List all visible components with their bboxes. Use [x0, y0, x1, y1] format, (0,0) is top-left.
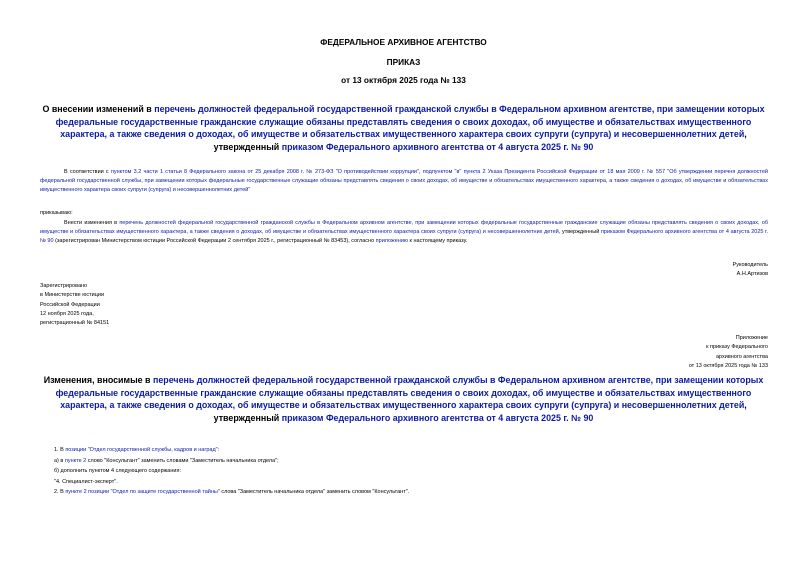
main-text-4: к настоящему приказу.	[408, 238, 468, 244]
presidential-decree-link[interactable]: подпунктом "в" пункта 2 Указа Президента Российской Федерации от 18 мая 2009 г. № 557 "Об утверждении перечня должностей федеральной государственной службы, при замещении которых федеральные государственные служащие обязаны представлять сведения о своих доходах, об имуществе и обязательствах имущественного характера, а также сведения о доходах, об имуществе и обязательствах имущественного характера своих супруги (супруга) и несовершеннолетних детей"	[40, 169, 768, 193]
change-item-1b: б) дополнить пунктом 4 следующего содержания:	[54, 468, 181, 474]
document-type: ПРИКАЗ	[386, 57, 421, 67]
federal-law-link[interactable]: пунктом 3.2 части 1 статьи 8 Федерального закона от 25 декабря 2008 г. № 273-ФЗ "О противодействии коррупции"	[110, 169, 419, 175]
registration-line-1: Зарегистрировано	[40, 283, 88, 289]
preamble-text-2: ,	[418, 169, 423, 175]
main-order-link[interactable]: приказом Федерального архивного агентства от 4 августа 2025 г. № 90	[40, 229, 769, 244]
order-title-order-link[interactable]: приказом Федерального архивного агентства от 4 августа 2025 г. № 90	[281, 141, 594, 152]
order-title-mid: , утвержденный	[213, 129, 747, 152]
appendix-link[interactable]: приложению	[375, 238, 409, 244]
ordered-word: приказываю:	[40, 210, 73, 216]
signature-position: Руководитель	[732, 262, 768, 268]
main-list-link[interactable]: перечень должностей федеральной государственной гражданской службы в Федеральном архивном агентстве, при замещении которых федеральные государственные гражданские служащие обязаны представлять сведения о своих доходах, об имуществе и обязательствах имущественного характера, а также сведения о доходах, об имуществе и обязательствах имущественного характера своих супруги (супруга) и несовершеннолетних детей	[40, 220, 768, 235]
signature-block	[733, 261, 768, 280]
signature-name: А.Н.Артизов	[736, 271, 768, 278]
registration-line-2: в Министерстве юстиции	[40, 292, 105, 299]
appendix-title-prefix: Изменения, вносимые в	[43, 375, 153, 385]
order-title	[40, 103, 767, 153]
change-1-text-2: :	[217, 447, 220, 453]
appendix-ref-line-2: к приказу Федерального	[706, 344, 768, 351]
appendix-title	[40, 374, 767, 424]
change-item-2	[40, 487, 409, 498]
change-2-text-1: 2. В	[54, 489, 66, 495]
main-text-1: Внести изменения в	[64, 220, 120, 226]
change-item-1	[40, 445, 409, 456]
hr-department-link[interactable]: позиции "Отдел государственной службы, кадров и наград"	[65, 447, 218, 453]
main-text-2: , утвержденный	[558, 229, 601, 235]
changes-list	[40, 445, 409, 498]
order-title-prefix: О внесении изменений в	[42, 104, 155, 114]
change-1-text-1: 1. В	[54, 447, 66, 453]
preamble-text-1: В соответствии с	[64, 169, 111, 175]
change-1a-text-2: слово "Консультант" заменить словами "Заместитель начальника отдела";	[86, 457, 279, 464]
main-paragraph	[40, 219, 768, 246]
order-title-list-link[interactable]: перечень должностей федеральной государственной гражданской службы в Федеральном архивном агентстве, при замещении которых федеральные государственные гражданские служащие обязаны представлять сведения о своих доходах, об имуществе и обязательствах имущественного характера, а также сведения о доходах, об имуществе и обязательствах имущественного характера своих супруги (супруга) и несовершеннолетних детей	[55, 104, 765, 140]
registration-line-3: Российской Федерации	[40, 301, 100, 308]
appendix-ref-line-3: архивного агентства	[715, 353, 768, 360]
change-item-1a	[40, 456, 409, 467]
appendix-reference	[689, 334, 768, 371]
point-2-link[interactable]: пункте 2	[64, 457, 87, 464]
appendix-title-order-link[interactable]: приказом Федерального архивного агентства от 4 августа 2025 г. № 90	[281, 412, 594, 423]
registration-line-4: 12 ноября 2025 года,	[40, 310, 94, 317]
registration-block	[40, 282, 109, 328]
registration-line-5: регистрационный № 84151	[40, 320, 110, 327]
change-1a-text-1: а) в	[54, 457, 65, 464]
appendix-title-list-link[interactable]: перечень должностей федеральной государственной гражданской службы в Федеральном архивном агентстве, при замещении которых федеральные государственные гражданские служащие обязаны представлять сведения о своих доходах, об имуществе и обязательствах имущественного характера, а также сведения о доходах, об имуществе и обязательствах имущественного характера своих супруги (супруга) и несовершеннолетних детей	[55, 375, 764, 411]
appendix-ref-line-4: от 13 октября 2025 года № 133	[688, 362, 768, 369]
main-text-3: (зарегистрирован Министерством юстиции Российской Федерации 2 сентября 2025 г., регистрационный № 83453), согласно	[53, 238, 376, 244]
preamble-paragraph	[40, 168, 768, 195]
secrecy-department-link[interactable]: пункте 2 позиции "Отдел по защите государственной тайны"	[65, 489, 220, 495]
change-item-1c: "4. Специалист-эксперт".	[54, 478, 118, 485]
document-date-number: от 13 октября 2025 года № 133	[341, 75, 466, 85]
appendix-title-mid: , утвержденный	[213, 400, 747, 423]
agency-name: ФЕДЕРАЛЬНОЕ АРХИВНОЕ АГЕНТСТВО	[320, 37, 487, 47]
appendix-ref-line-1: Приложение	[735, 335, 768, 341]
change-2-text-2: слова "Заместитель начальника отдела" заменить словом "Консультант".	[219, 489, 410, 495]
